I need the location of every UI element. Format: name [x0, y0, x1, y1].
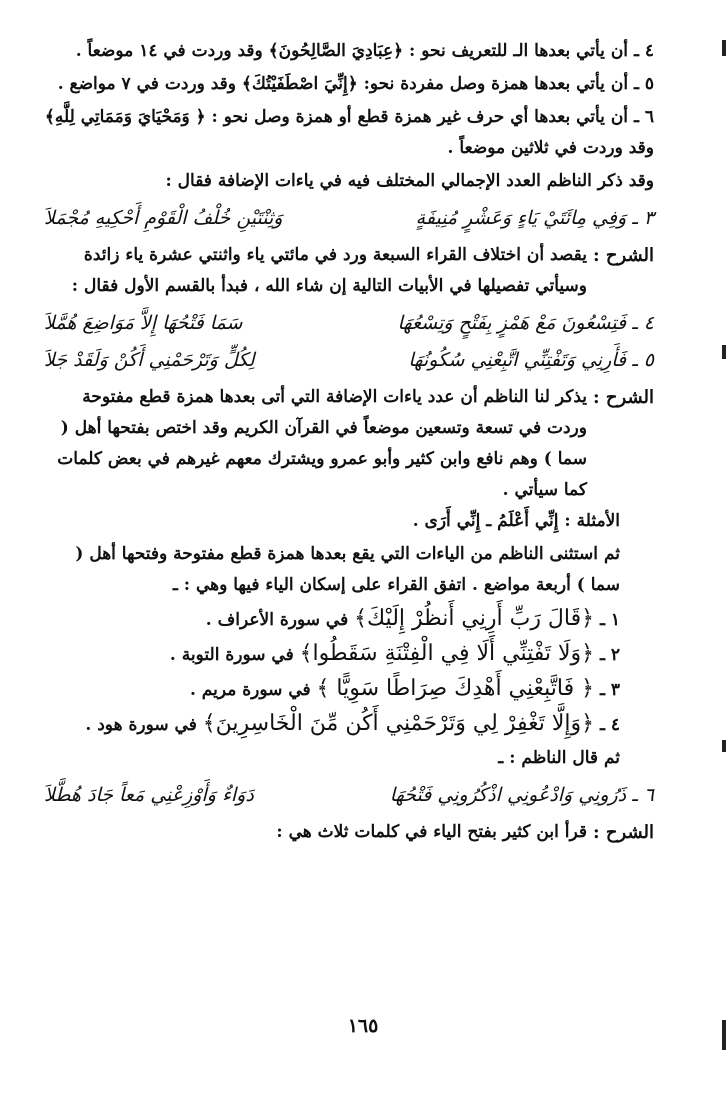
ayah-location: في سورة مريم .: [189, 680, 311, 700]
verse-4-second-hemistich: سَمَا فَتْحُهَا إِلاَّ مَوَاضِعَ هُمَّلاَ: [44, 312, 243, 334]
ayah-text: ﴿ فَاتَّبِعْنِي أَهْدِكَ صِرَاطًا سَوِيًّا ﴾: [316, 676, 595, 701]
list-item-4: ٤ ـ أن يأتي بعدها الـ للتعريف نحو : ﴿عِبَادِيَ الصَّالِحُونَ﴾ وقد وردت في ١٤ موضعاً .: [75, 41, 654, 61]
ayah-item-3: [44, 673, 654, 706]
verse-5-second-hemistich: لِكُلٍّ وَتَرْحَمْنِي أَكُنْ وَلَقَدْ جَلاَ: [44, 349, 255, 371]
poem-verse-6: [44, 780, 654, 811]
ayah-location: في سورة هود .: [85, 715, 197, 735]
page-body: [44, 36, 654, 848]
ayah-item-2: [44, 638, 654, 671]
ayah-location: في سورة الأعراف .: [205, 610, 349, 630]
ayah-number: ٤ ـ: [599, 715, 620, 735]
sharh-text: يذكر لنا الناظم أن عدد ياءات الإضافة التي أتى بعدها همزة قطع مفتوحة وردت في تسعة وتسعين موضعاً في القرآن الكريم وقد اختص بفتحها أهل ( سما ) وهم نافع وابن كثير وأبو عمرو ويشترك معهم غيرهم في بعض كلمات كما سيأتي .: [57, 387, 587, 500]
scan-edge-mark: [722, 740, 726, 752]
poem-verse-3: [44, 203, 654, 234]
ayah-item-1: [44, 603, 654, 636]
examples-line: الأمثلة : إِنِّي أَعْلَمُ ـ إِنِّي أَرَى .: [412, 511, 620, 531]
sharh-block-2: [44, 382, 654, 506]
ayah-text: ﴿قَالَ رَبِّ أَرِنِي أَنظُرْ إِلَيْكَ﴾: [354, 606, 595, 631]
sharh-text: قرأ ابن كثير بفتح الياء في كلمات ثلاث هي :: [276, 822, 587, 842]
ayah-number: ٣ ـ: [599, 680, 620, 700]
ayah-location: في سورة التوبة .: [169, 645, 294, 665]
sharh-label: الشرح :: [592, 245, 654, 266]
scan-edge-mark: [722, 40, 726, 56]
page-number: ١٦٥: [347, 1015, 379, 1037]
sharh-text: يقصد أن اختلاف القراء السبعة ورد في مائتي ياء واثنتي عشرة ياء زائدة وسيأتي تفصيلها في الأبيات التالية إن شاء الله ، فبدأ بالقسم الأول فقال :: [71, 245, 587, 296]
sharh-label: الشرح :: [592, 822, 654, 843]
ayah-item-4: [44, 708, 654, 741]
verse-5-first-hemistich: ٥ ـ فَأَرِنِي وَتَفْتِنِّي اتَّبِعْنِي سُكُونُهَا: [408, 349, 654, 371]
sharh-block-3: [44, 817, 654, 848]
scan-edge-mark: [722, 345, 726, 359]
intro-paragraph-2: ثم استثنى الناظم من الياءات التي يقع بعدها همزة قطع مفتوحة وفتحها أهل ( سما ) أربعة مواضع . اتفق القراء على إسكان الياء فيها وهي : ـ: [75, 544, 620, 595]
verse-3-second-hemistich: وَثِنْتَيْنِ خُلْفُ الْقَوْمِ أَحْكِيهِ مُجْمَلاَ: [44, 207, 283, 229]
scan-edge-mark: [722, 1020, 726, 1050]
verse-4-first-hemistich: ٤ ـ فَتِسْعُونَ مَعْ هَمْزٍ بِفَتْحٍ وَتِسْعُهَا: [397, 312, 654, 334]
sharh-label: الشرح :: [592, 387, 654, 408]
poem-verse-5: [44, 345, 654, 376]
list-item-6: ٦ ـ أن يأتي بعدها أي حرف غير همزة قطع أو همزة وصل نحو : ﴿ وَمَحْيَايَ وَمَمَاتِي لِلَّهِ﴾ وقد وردت في ثلاثين موضعاً .: [44, 107, 654, 158]
verse-6-second-hemistich: دَوَاءٌ وَأَوْزِعْنِي مَعاً جَادَ هُطَّلاَ: [44, 784, 254, 806]
ayah-number: ٢ ـ: [599, 645, 620, 665]
poem-verse-4: [44, 308, 654, 339]
sharh-block-1: [44, 240, 654, 302]
ayah-text: ﴿وَلَا تَفْتِنِّي أَلَا فِي الْفِتْنَةِ سَقَطُوا﴾: [299, 641, 595, 666]
intro-paragraph-1: وقد ذكر الناظم العدد الإجمالي المختلف فيه في ياءات الإضافة فقال :: [165, 171, 654, 191]
intro-paragraph-3: ثم قال الناظم : ـ: [498, 748, 620, 768]
verse-6-first-hemistich: ٦ ـ ذَرُونِي وَادْعُونِي اذْكُرُونِي فَتْحُهَا: [389, 784, 654, 806]
list-item-5: ٥ ـ أن يأتي بعدها همزة وصل مفردة نحو: ﴿إِنِّيَ اصْطَفَيْتُكَ﴾ وقد وردت في ٧ مواضع .: [57, 74, 654, 94]
verse-3-first-hemistich: ٣ ـ وَفِي مِائَتَيْ يَاءٍ وَعَشْرٍ مُنِيفَةٍ: [415, 207, 654, 229]
ayah-text: ﴿وَإِلَّا تَغْفِرْ لِي وَتَرْحَمْنِي أَكُن مِّنَ الْخَاسِرِينَ﴾: [202, 711, 595, 736]
ayah-number: ١ ـ: [599, 610, 620, 630]
